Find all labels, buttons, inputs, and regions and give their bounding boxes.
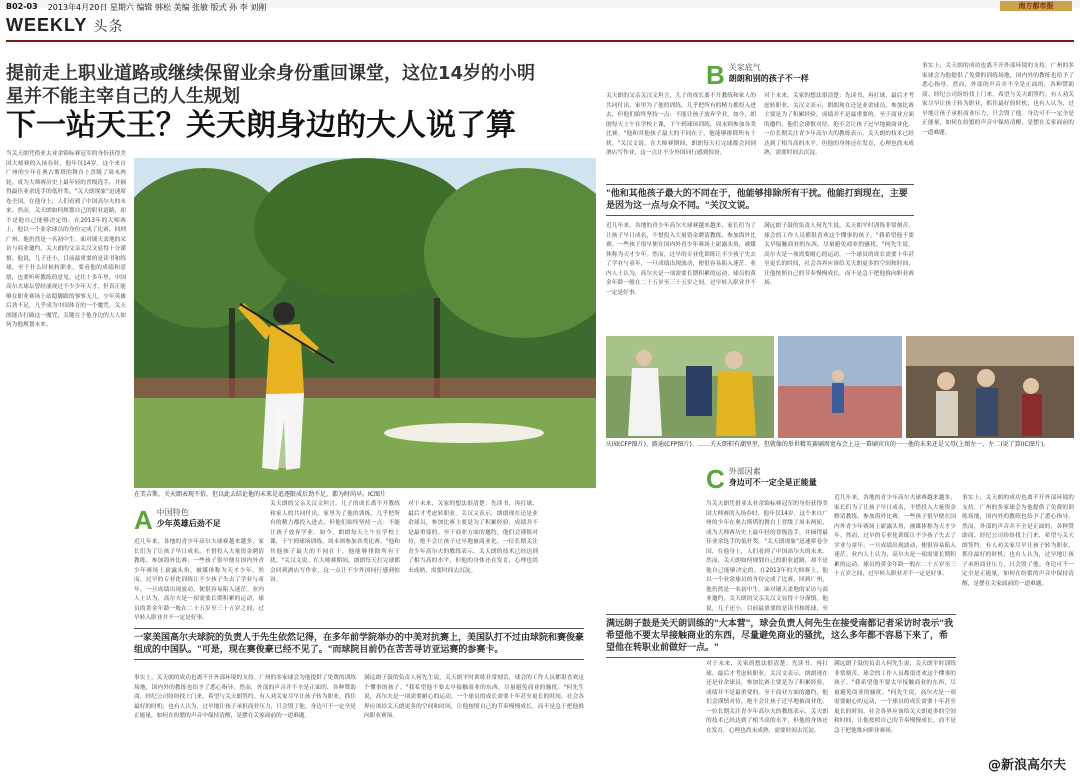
subhead-c-title: 身边可不一定全是正能量 bbox=[728, 478, 817, 487]
newspaper-logo: 南方都市报 bbox=[1000, 1, 1072, 11]
body-col-3: 关天朗的父亲关汉文坦言，儿子的成长离不开教练和家人的共同付出。家里为了他的训练，几乎把所有的精力都投入进去，但他们始终坚持一点：不能让孩子放弃学业。如今，朗朗每天上午在学校上课，下午到球场训练，周末则参加各类比赛。"他和其他孩子最大的不同在于，他能够排除所有干扰。"关汉文说。在大师赛期间，朗朗每天打完球都会回到酒店写作业，这一点让不少外国同行感到惊讶。 bbox=[270, 501, 400, 583]
main-photo bbox=[134, 158, 596, 488]
subhead-a-title: 少年英雄后劲不足 bbox=[156, 519, 221, 528]
body-col-5: 事实上，关天朗的成功也离不开外部环境的支持。广州的多家球会为他提供了免费的训练场地，国内外的教练也给予了悉心指导。然而，外部的声音并不全是正面的，各种赞助商、经纪公司纷纷找上门来，希望与关天朗签约。有人劝关家尽早让孩子转为职业，抓住最好的时机；也有人认为，过早地让孩子承担商业压力，只会毁了他。身边可不一定全是正能量，如何在纷繁的声音中保持清醒，是摆在关家面前的一道难题。 bbox=[134, 675, 356, 719]
lower-right-col-5: 满远朗子鼓的负责人何先生说，关天朗平时训练非常刻苦，球会的工作人员都很喜欢这个懂事的孩子。"我希望他不要太早接触商业的东西，尽量避免商业的骚扰。"何先生说，高尔夫是一项需要耐心的运动，一个球员的成长需要十年甚至更长的时间，社会各界应该给关天朗更多的空间和时间，让他按照自己的节奏慢慢成长，而不是急于把他推向职业赛场。 bbox=[834, 661, 956, 734]
section-rule bbox=[6, 40, 1074, 42]
lower-right-col-1: 当关天朗凭借亚太业余锦标赛冠军的身份获得美国大师赛的入场券时，他年仅14岁。这个来自广州的少年在奥古斯塔的舞台上晋级了周末两轮，成为大师赛历史上最年轻的晋级选手，并摘得最佳业余选手的低杆奖。"关天朗现象"迅速席卷全国，在他身上，人们看到了中国高尔夫的未来。然而，关天朗如何规划自己的职业道路，却不是他自己能够决定的。在2013年的大师赛上，他以一个业余球员的身份完成了比赛，回到广州，他仍然是一名初中生。面对铺天盖地的采访与商业邀约，关天朗的父亲关汉文显得十分谨慎。他说，儿子还小，目前最重要的是读书和练球，至 bbox=[706, 501, 828, 612]
subhead-a-kicker: 中国特色 bbox=[156, 508, 189, 517]
main-photo-caption: 在美吉斯，关天朗表现不俗，但以此去结论他的未来是追逐限成后劲不足，都为时尚早。IC图片 bbox=[134, 491, 386, 498]
subhead-c bbox=[706, 466, 817, 492]
pull-quote-2: "他和其他孩子最大的不同在于，他能够排除所有干扰。他能打到现在，主要是因为这一点与众不同。"关汉文说。 bbox=[606, 184, 914, 216]
right-col-1: 关天朗的父亲关汉文坦言，儿子的成长离不开教练和家人的共同付出。家里为了他的训练，几乎把所有的精力都投入进去，但他们始终坚持一点：不能让孩子放弃学业。如今，朗朗每天上午在学校上课，下午到球场训练，周末则参加各类比赛。"他和其他孩子最大的不同在于，他能够排除所有干扰。"关汉文说。在大师赛期间，朗朗每天打完球都会回到酒店写作业，这一点让不少外国同行感到惊讶。 bbox=[606, 93, 756, 156]
right-col-3: 事实上，关天朗的成功也离不开外部环境的支持。广州的多家球会为他提供了免费的训练场地，国内外的教练也给予了悉心指导。然而，外部的声音并不全是正面的，各种赞助商、经纪公司纷纷找上门来，希望与关天朗签约。有人劝关家尽早让孩子转为职业，抓住最好的时机；也有人认为，过早地让孩子承担商业压力，只会毁了他。身边可不一定全是正能量，如何在纷繁的声音中保持清醒，是摆在关家面前的一道难题。 bbox=[922, 63, 1074, 136]
subhead-c-letter: C bbox=[706, 464, 725, 494]
lower-right-col-2: 近几年来，各地的青少年高尔夫球赛越来越多，家长们为了让孩子早日成名，不惜投入大量资金聘请教练、参加海外比赛。一些孩子很早便在国内外青少年赛场上崭露头角，被媒体称为天才少年。然而，过早的专业化训练让不少孩子失去了学业与童年，一旦成绩出现波动，便很容易陷入迷茫。业内人士认为，高尔夫是一项需要长期积累的运动，球员的黄金年龄一般在二十五岁至三十五岁之间，过早转入职业并不一定是好事。 bbox=[834, 495, 956, 577]
main-headline: 下一站天王？关天朗身边的大人说了算 bbox=[6, 108, 516, 143]
pull-quote-3: 满远朗子鼓是关天朗训练的"大本营"，球会负责人何先生在接受南都记者采访时表示"我希望他不要太早接触商业的东西，尽量避免商业的骚扰，这么多年都不容易下来了，希望他在转职业前做好一点。" bbox=[606, 614, 956, 658]
body-col-6: 满远朗子鼓的负责人何先生说，关天朗平时训练非常刻苦，球会的工作人员都很喜欢这个懂事的孩子。"我希望他不要太早接触商业的东西，尽量避免商业的骚扰。"何先生说，高尔夫是一项需要耐心的运动，一个球员的成长需要十年甚至更长的时间，社会各界应该给关天朗更多的空间和时间，让他按照自己的节奏慢慢成长，而不是急于把他推向职业赛场。 bbox=[364, 675, 584, 719]
body-col-4: 对于未来，关家的想法很清楚：先读书，再打球，最后才考虑转职业。关汉文表示，朗朗现在还是业余球员，参加比赛主要是为了积累经验，成绩并不是最重要的。至于商业方面的邀约，他们会谨慎对待，绝不会让孩子过早地被商业化。一位长期关注青少年高尔夫的教练表示，关天朗的技术已经达到了相当高的水平，但他的身体还在发育，心理也尚未成熟，需要时间去沉淀。 bbox=[408, 501, 538, 574]
lower-right-col-3: 事实上，关天朗的成功也离不开外部环境的支持。广州的多家球会为他提供了免费的训练场地，国内外的教练也给予了悉心指导。然而，外部的声音并不全是正面的，各种赞助商、经纪公司纷纷找上门来，希望与关天朗签约。有人劝关家尽早让孩子转为职业，抓住最好的时机；也有人认为，过早地让孩子承担商业压力，只会毁了他。身边可不一定全是正能量，如何在纷繁的声音中保持清醒，是摆在关家面前的一道难题。 bbox=[962, 495, 1074, 587]
body-col-2: 近几年来，各地的青少年高尔夫球赛越来越多，家长们为了让孩子早日成名，不惜投入大量资金聘请教练、参加海外比赛。一些孩子很早便在国内外青少年赛场上崭露头角，被媒体称为天才少年。然而，过早的专业化训练让不少孩子失去了学业与童年，一旦成绩出现波动，便很容易陷入迷茫。业内人士认为，高尔夫是一项需要长期积累的运动，球员的黄金年龄一般在二十五岁至三十五岁之间，过早转入职业并不一定是好事。 bbox=[134, 539, 264, 620]
issue-date: 2013年4月20日 星期六 编辑 韩松 美编 张敏 版式 孙 李 刘刚 bbox=[47, 3, 267, 12]
page-header bbox=[6, 2, 266, 13]
subhead-a-letter: A bbox=[134, 505, 153, 535]
pull-quote-1: 一家美国高尔夫球院的负责人于先生依然记得，在多年前学院举办的中美对抗赛上，美国队打不过由球院和赛俊豪组成的中国队。"可是，现在赛俊豪已经不见了。"而球院目前仍在苦苦寻访亚运赛的参赛卡。 bbox=[134, 628, 584, 660]
subhead-b bbox=[706, 62, 809, 88]
subhead-b-kicker: 关家底气 bbox=[728, 63, 761, 72]
section-zh: 头条 bbox=[93, 18, 124, 34]
golfer-swing-illustration bbox=[134, 158, 596, 488]
lower-right-col-4: 对于未来，关家的想法很清楚：先读书，再打球，最后才考虑转职业。关汉文表示，朗朗现在还是业余球员，参加比赛主要是为了积累经验，成绩并不是最重要的。至于商业方面的邀约，他们会谨慎对待，绝不会让孩子过早地被商业化。一位长期关注青少年高尔夫的教练表示，关天朗的技术已经达到了相当高的水平，但他的身体还在发育，心理也尚未成熟，需要时间去沉淀。 bbox=[706, 661, 828, 734]
subhead-c-kicker: 外部因素 bbox=[728, 467, 761, 476]
right-col-4: 近几年来，各地的青少年高尔夫球赛越来越多，家长们为了让孩子早日成名，不惜投入大量资金聘请教练、参加海外比赛。一些孩子很早便在国内外青少年赛场上崭露头角，被媒体称为天才少年。然而，过早的专业化训练让不少孩子失去了学业与童年，一旦成绩出现波动，便很容易陷入迷茫。业内人士认为，高尔夫是一项需要长期积累的运动，球员的黄金年龄一般在二十五岁至三十五岁之间，过早转入职业并不一定是好事。 bbox=[606, 223, 756, 296]
right-col-5: 满远朗子鼓的负责人何先生说，关天朗平时训练非常刻苦，球会的工作人员都很喜欢这个懂事的孩子。"我希望他不要太早接触商业的东西，尽量避免商业的骚扰。"何先生说，高尔夫是一项需要耐心的运动，一个球员的成长需要十年甚至更长的时间，社会各界应该给关天朗更多的空间和时间，让他按照自己的节奏慢慢成长，而不是急于把他推向职业赛场。 bbox=[764, 223, 914, 286]
right-photo-strip bbox=[606, 336, 1074, 438]
subhead-b-letter: B bbox=[706, 60, 725, 90]
subhead-a bbox=[134, 507, 221, 533]
photo-strip-illustration bbox=[606, 336, 1074, 438]
watermark: @新浪高尔夫 bbox=[984, 753, 1070, 774]
page-number: B02-03 bbox=[6, 2, 38, 11]
section-en: WEEKLY bbox=[6, 15, 88, 35]
section-title bbox=[6, 15, 123, 36]
right-strip-caption: 庆园(CFP图片)、路迪(CFP图片)、……关天朗积有潮里里，但就像的举世精英赛刷周宽布会上这一幕刷宾宾的一一他的未来还是父母(上图左一、左二)说了算(IC图片)。 bbox=[606, 441, 1050, 448]
body-col-1: 当关天朗凭借亚太业余锦标赛冠军的身份获得美国大师赛的入场券时，他年仅14岁。这个来自广州的少年在奥古斯塔的舞台上晋级了周末两轮，成为大师赛历史上最年轻的晋级选手，并摘得最佳业余选手的低杆奖。"关天朗现象"迅速席卷全国，在他身上，人们看到了中国高尔夫的未来。然而，关天朗如何规划自己的职业道路，却不是他自己能够决定的。在2013年的大师赛上，他以一个业余球员的身份完成了比赛，回到广州，他仍然是一名初中生。面对铺天盖地的采访与商业邀约，关天朗的父亲关汉文显得十分谨慎。他说，儿子还小，目前最重要的是读书和练球，至于什么时候转职业，要看他的成绩和意愿，也要听听教练的意见。过往十多年里，中国高尔夫球坛曾经涌现过不少少年天才，但真正能够在职业赛场上站稳脚跟的寥寥无几。少年英雄后劲不足，几乎成为中国体育的一个魔咒。关天朗能否打破这一魔咒，关键在于他身边的大人如何为他规划未来。 bbox=[6, 151, 126, 328]
deck-headline: 提前走上职业道路或继续保留业余身份重回课堂，这位14岁的小明星并不能主宰自己的人生规划 bbox=[6, 63, 536, 107]
subhead-b-title: 朗朗和别的孩子不一样 bbox=[728, 74, 809, 83]
right-col-2: 对于未来，关家的想法很清楚：先读书，再打球，最后才考虑转职业。关汉文表示，朗朗现在还是业余球员，参加比赛主要是为了积累经验，成绩并不是最重要的。至于商业方面的邀约，他们会谨慎对待，绝不会让孩子过早地被商业化。一位长期关注青少年高尔夫的教练表示，关天朗的技术已经达到了相当高的水平，但他的身体还在发育，心理也尚未成熟，需要时间去沉淀。 bbox=[764, 93, 914, 156]
